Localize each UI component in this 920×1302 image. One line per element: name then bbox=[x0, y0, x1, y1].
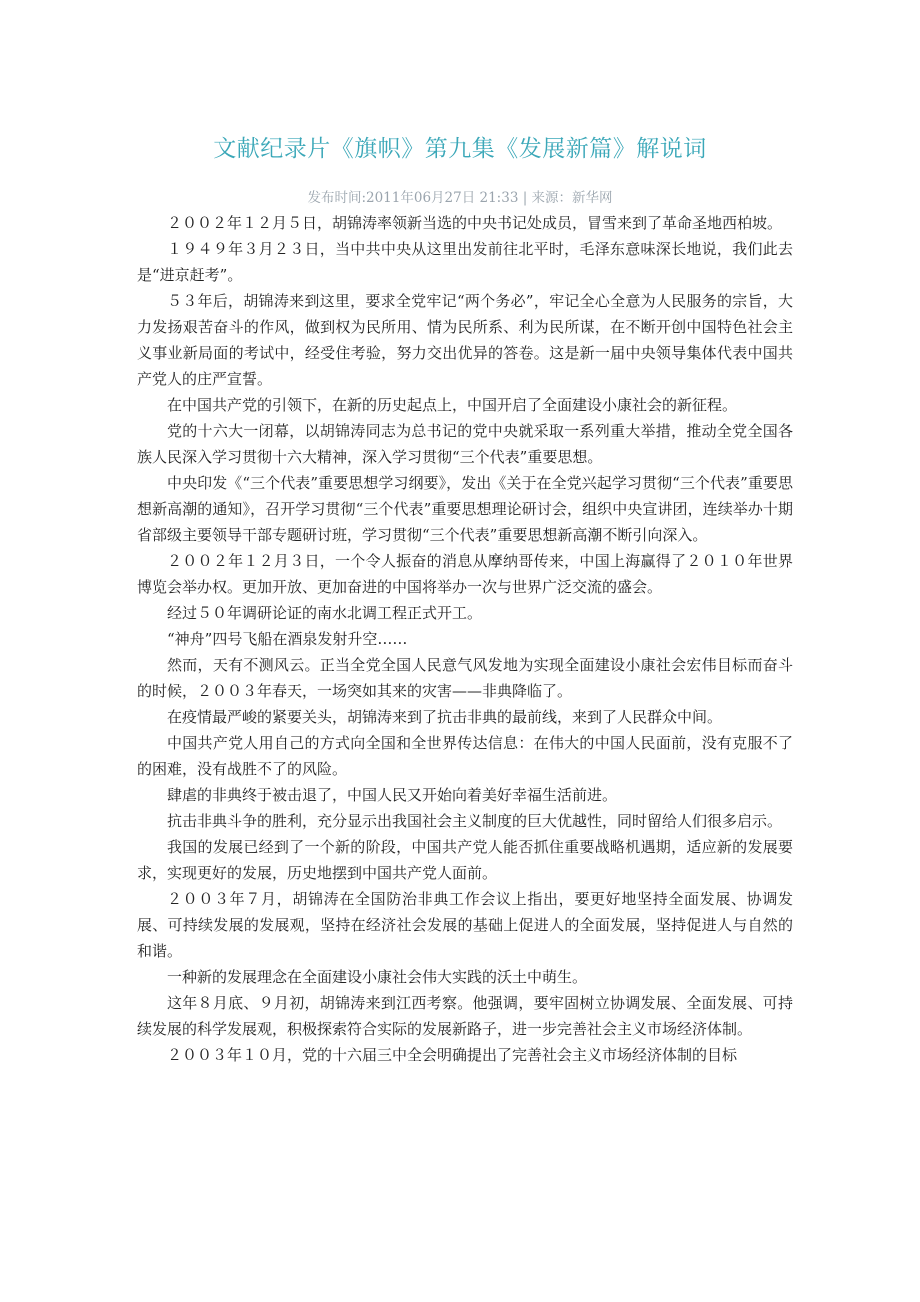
article-paragraph: 然而，天有不测风云。正当全党全国人民意气风发地为实现全面建设小康社会宏伟目标而奋斗的时候，２００３年春天，一场突如其来的灾害——非典降临了。 bbox=[137, 656, 793, 700]
article-paragraph: 抗击非典斗争的胜利，充分显示出我国社会主义制度的巨大优越性，同时留给人们很多启示。 bbox=[167, 812, 783, 830]
article-paragraph: 一种新的发展理念在全面建设小康社会伟大实践的沃土中萌生。 bbox=[167, 968, 588, 986]
article-paragraph: １９４９年３月２３日，当中共中央从这里出发前往北平时，毛泽东意味深长地说，我们此去是“进京赶考”。 bbox=[137, 240, 793, 284]
article-paragraph: 这年８月底、９月初，胡锦涛来到江西考察。他强调，要牢固树立协调发展、全面发展、可持续发展的科学发展观，积极探索符合实际的发展新路子，进一步完善社会主义市场经济体制。 bbox=[137, 994, 793, 1038]
article-meta: 发布时间:2011年06月27日 21:33 | 来源：新华网 bbox=[307, 190, 613, 206]
article-paragraph: ２００２年１２月５日，胡锦涛率领新当选的中央书记处成员，冒雪来到了革命圣地西柏坡。 bbox=[167, 214, 783, 232]
article-paragraph: ２００２年１２月３日，一个令人振奋的消息从摩纳哥传来，中国上海赢得了２０１０年世界博览会举办权。更加开放、更加奋进的中国将举办一次与世界广泛交流的盛会。 bbox=[137, 552, 793, 596]
article-paragraph: 中国共产党人用自己的方式向全国和全世界传达信息：在伟大的中国人民面前，没有克服不了的困难，没有战胜不了的风险。 bbox=[137, 734, 793, 778]
article-paragraph: 中央印发《“三个代表”重要思想学习纲要》，发出《关于在全党兴起学习贯彻“三个代表”重要思想新高潮的通知》，召开学习贯彻“三个代表”重要思想理论研讨会，组织中央宣讲团，连续举办十期省部级主要领导干部专题研讨班，学习贯彻“三个代表”重要思想新高潮不断引向深入。 bbox=[137, 474, 793, 544]
article-body bbox=[137, 210, 793, 1068]
article-paragraph: 在中国共产党的引领下，在新的历史起点上，中国开启了全面建设小康社会的新征程。 bbox=[167, 396, 738, 414]
article-paragraph: 在疫情最严峻的紧要关头，胡锦涛来到了抗击非典的最前线，来到了人民群众中间。 bbox=[167, 708, 723, 726]
article-paragraph: 经过５０年调研论证的南水北调工程正式开工。 bbox=[167, 604, 483, 622]
article-paragraph: “神舟”四号飞船在酒泉发射升空…… bbox=[167, 630, 408, 648]
article-paragraph: 党的十六大一闭幕，以胡锦涛同志为总书记的党中央就采取一系列重大举措，推动全党全国各族人民深入学习贯彻十六大精神，深入学习贯彻“三个代表”重要思想。 bbox=[137, 422, 793, 466]
article-paragraph: 肆虐的非典终于被击退了，中国人民又开始向着美好幸福生活前进。 bbox=[167, 786, 618, 804]
article-title: 文献纪录片《旗帜》第九集《发展新篇》解说词 bbox=[213, 136, 707, 162]
article-paragraph: ５３年后，胡锦涛来到这里，要求全党牢记“两个务必”，牢记全心全意为人民服务的宗旨，大力发扬艰苦奋斗的作风，做到权为民所用、情为民所系、利为民所谋，在不断开创中国特色社会主义事业新局面的考试中，经受住考验，努力交出优异的答卷。这是新一届中央领导集体代表中国共产党人的庄严宣誓。 bbox=[137, 292, 793, 388]
article-paragraph: ２００３年７月，胡锦涛在全国防治非典工作会议上指出，要更好地坚持全面发展、协调发展、可持续发展的发展观，坚持在经济社会发展的基础上促进人的全面发展，坚持促进人与自然的和谐。 bbox=[137, 890, 793, 960]
article-paragraph: 我国的发展已经到了一个新的阶段，中国共产党人能否抓住重要战略机遇期，适应新的发展要求，实现更好的发展，历史地摆到中国共产党人面前。 bbox=[137, 838, 793, 882]
article-paragraph: ２００３年１０月，党的十六届三中全会明确提出了完善社会主义市场经济体制的目标 bbox=[167, 1046, 738, 1064]
